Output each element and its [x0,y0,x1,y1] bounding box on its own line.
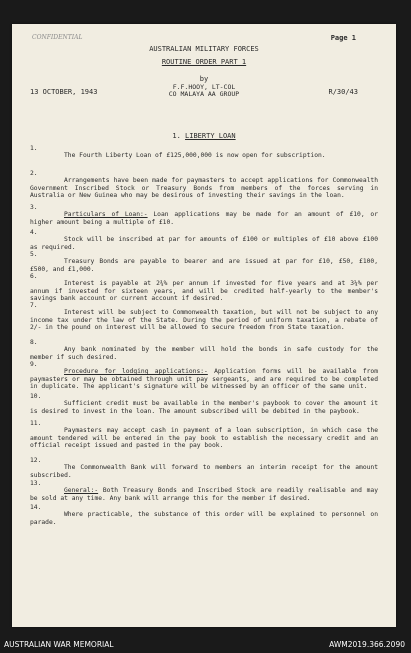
paragraph-body [30,487,378,502]
paragraph [30,361,378,391]
document-subtitle: ROUTINE ORDER PART 1 [161,58,247,66]
section-heading [12,132,396,140]
paragraph [30,145,378,160]
paragraph-text: Treasury Bonds are payable to bearer and are issued at par for £10, £50, £100, £500, and £1,000. [30,258,378,273]
paragraph-number: 6. [30,273,38,280]
section-number: 1. [172,132,181,140]
officer-name: F.F.HOOY, LT-COL [172,83,236,91]
document-title: AUSTRALIAN MILITARY FORCES [149,45,259,53]
paragraph-number: 13. [30,480,42,487]
paragraph-text: The Commonwealth Bank will forward to members an interim receipt for the amount subscribed. [30,464,378,479]
paragraph-number: 5. [30,251,38,258]
footer-accession-number: AWM2019.366.2090 [329,640,405,649]
paragraph [30,457,378,479]
paragraph-body [30,177,378,199]
paragraph-heading: Procedure for lodging applications:- [64,368,208,376]
paragraph-text: Loan applications may be made for an amount of £10, or higher amount being a multiple of £10. [30,211,378,226]
paragraph-body [30,346,378,361]
page-number: Page 1 [330,34,356,42]
paragraph [30,273,378,303]
paragraph-body [30,211,378,226]
paragraph-body [30,236,378,251]
paragraph-body [30,152,378,159]
paragraph [30,339,378,361]
paragraph [30,229,378,251]
paragraph-number: 2. [30,170,38,177]
document-page [12,24,396,627]
paragraph [30,480,378,502]
section-title: LIBERTY LOAN [185,132,236,140]
paragraph-text: The Fourth Liberty Loan of £125,000,000 is now open for subscription. [64,152,326,160]
paragraph-body [30,511,378,526]
paragraph-body [30,368,378,390]
paragraph-number: 8. [30,339,38,346]
paragraph-text: Sufficient credit must be available in the member's paybook to cover the amount it is desired to invest in the loan. The amount subscribed will be debited in the paybook. [30,400,378,415]
paragraph-text: Stock will be inscribed at par for amounts of £100 or multiples of £10 above £100 as required. [30,236,378,251]
paragraph-body [30,464,378,479]
paragraph [30,251,378,273]
paragraph-number: 11. [30,420,42,427]
paragraph-number: 14. [30,504,42,511]
paragraph-text: Where practicable, the substance of this order will be explained to personnel on parade. [30,511,378,526]
paragraph [30,170,378,200]
paragraph-number: 7. [30,302,38,309]
order-date: 13 OCTOBER, 1943 [30,88,98,96]
classification-stamp: CONFIDENTIAL [32,34,83,41]
paragraph-body [30,400,378,415]
paragraph-number: 1. [30,145,38,152]
paragraph-heading: Particulars of Loan:- [64,211,148,219]
paragraph-body [30,258,378,273]
paragraph [30,302,378,332]
paragraph [30,393,378,415]
paragraph-number: 10. [30,393,42,400]
paragraph-text: Interest will be subject to Commonwealth taxation, but will not be subject to any income tax under the law of the State. During the period of uniform taxation, a rebate of 2/- in the pound on interest will be allowed to secure freedom from State taxation. [30,309,378,332]
paragraph-text: Paymasters may accept cash in payment of a loan subscription, in which case the amount tendered will be entered in the pay book to establish the necessary credit and an official receipt issued and pasted in the pay book. [30,427,378,450]
paragraph-heading: General:- [64,487,99,495]
paragraph-body [30,427,378,449]
paragraph-number: 4. [30,229,38,236]
paragraph-text: Any bank nominated by the member will hold the bonds in safe custody for the member if such desired. [30,346,378,361]
paragraph-text: Interest is payable at 2¾% per annum if invested for five years and at 3¼% per annum if invested for sixteen years, and will be credited half-yearly to the member's savings bank account or current account if desired. [30,280,378,303]
paragraph-number: 9. [30,361,38,368]
footer-institution: AUSTRALIAN WAR MEMORIAL [4,640,114,649]
paragraph-body [30,309,378,331]
paragraph [30,420,378,450]
paragraph-text: Application forms will be available from paymasters or may be obtained through unit pay sergeants, and are required to be completed in duplicate. The applicant's signature will be witnessed by an officer of the same unit. [30,368,378,391]
paragraph-text: Both Treasury Bonds and Inscribed Stock are readily realisable and may be sold at any time. Any bank will arrange this for the member if desired. [30,487,378,502]
unit-name: CO MALAYA AA GROUP [168,90,240,98]
paragraph-number: 3. [30,204,38,211]
paragraph [30,204,378,226]
paragraph [30,504,378,526]
paragraph-number: 12. [30,457,42,464]
paragraph-body [30,280,378,302]
order-reference: R/30/43 [328,88,358,96]
paragraph-text: Arrangements have been made for paymasters to accept applications for Commonwealth Government Inscribed Stock or Treasury Bonds from members of the forces serving in Australia or New Guinea who may be desirous of investing their savings in the loan. [30,177,378,200]
by-line: by [199,75,209,83]
footer-bar [0,632,411,653]
